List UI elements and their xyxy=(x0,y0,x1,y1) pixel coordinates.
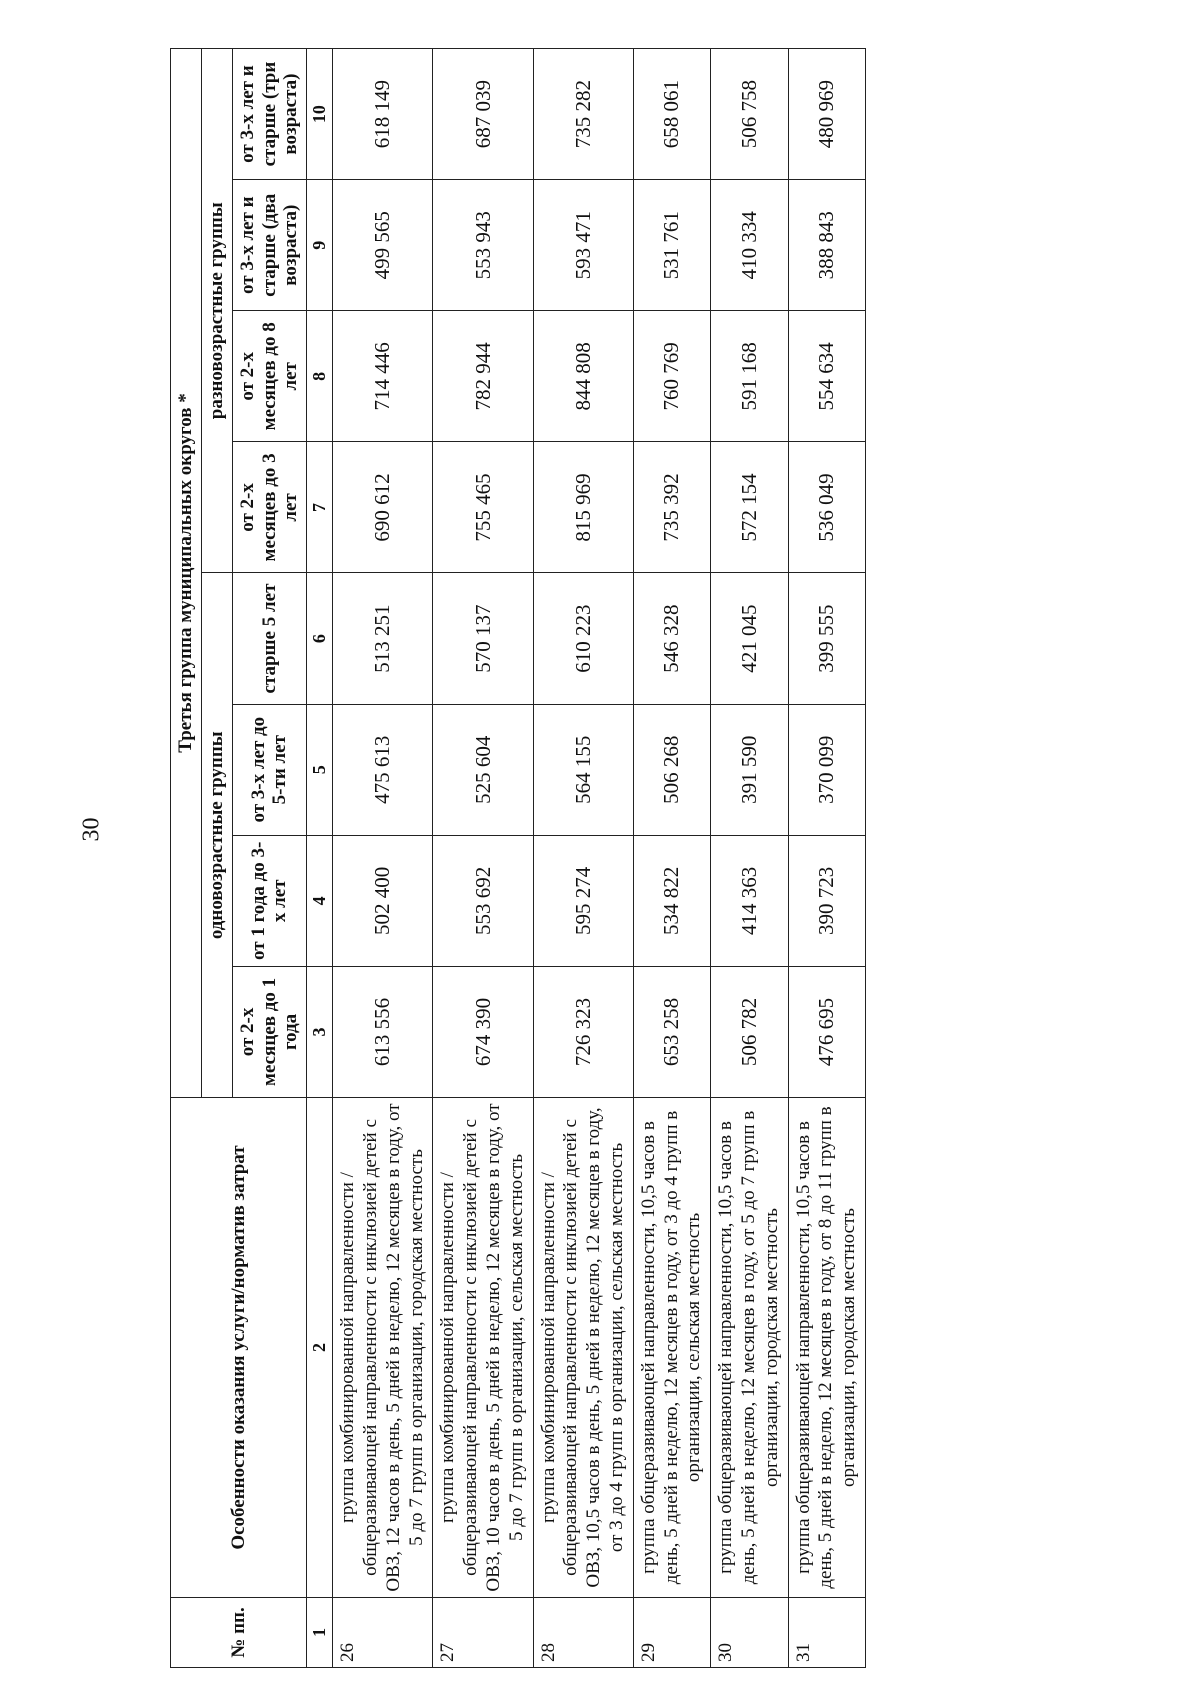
header-col-3: от 2-х месяцев до 1 года xyxy=(232,966,307,1097)
header-multi-age: разновозрастные группы xyxy=(201,49,232,574)
table-row xyxy=(533,49,633,1668)
table-cell: 370 099 xyxy=(788,704,865,835)
column-index: 3 xyxy=(307,966,333,1097)
column-index: 10 xyxy=(307,49,333,180)
table-cell: 735 392 xyxy=(633,442,710,573)
table-cell: 410 334 xyxy=(711,180,788,311)
table-cell: 390 723 xyxy=(788,835,865,966)
table-cell: 591 168 xyxy=(711,311,788,442)
table-row xyxy=(788,49,865,1668)
table-cell: 658 061 xyxy=(633,49,710,180)
header-col-6: старше 5 лет xyxy=(232,573,307,704)
table-cell: 690 612 xyxy=(333,442,433,573)
table-cell: 610 223 xyxy=(533,573,633,704)
table-cell: 502 400 xyxy=(333,835,433,966)
table-cell: 564 155 xyxy=(533,704,633,835)
table-cell: 513 251 xyxy=(333,573,433,704)
table-cell: 536 049 xyxy=(788,442,865,573)
table-cell: 421 045 xyxy=(711,573,788,704)
column-index: 2 xyxy=(307,1098,333,1598)
table-cell: 506 782 xyxy=(711,966,788,1097)
table-cell: 726 323 xyxy=(533,966,633,1097)
header-col-7: от 2-х месяцев до 3 лет xyxy=(232,442,307,573)
table-cell: 506 758 xyxy=(711,49,788,180)
table-cell: 618 149 xyxy=(333,49,433,180)
table-cell: 572 154 xyxy=(711,442,788,573)
table-row xyxy=(333,49,433,1668)
table-cell: 534 822 xyxy=(633,835,710,966)
table-cell: 593 471 xyxy=(533,180,633,311)
table-cell: 595 274 xyxy=(533,835,633,966)
column-index: 8 xyxy=(307,311,333,442)
table-cell: 546 328 xyxy=(633,573,710,704)
table-cell: 476 695 xyxy=(788,966,865,1097)
table-cell: 755 465 xyxy=(433,442,533,573)
header-single-age: одновозрастные группы xyxy=(201,573,232,1098)
column-index-row xyxy=(307,49,333,1668)
table-row xyxy=(711,49,788,1668)
table-cell: 674 390 xyxy=(433,966,533,1097)
row-number: 27 xyxy=(433,1598,533,1668)
table-cell: 570 137 xyxy=(433,573,533,704)
table-cell: 613 556 xyxy=(333,966,433,1097)
row-description: группа комбинированной направленности / общеразвивающей направленности с инклюзией детей с ОВЗ, 10 часов в день, 5 дней в неделю, 12 месяцев в году, от 5 до 7 групп в организации, сельская местность xyxy=(433,1098,533,1598)
column-index: 9 xyxy=(307,180,333,311)
column-index: 1 xyxy=(307,1598,333,1668)
table-cell: 553 943 xyxy=(433,180,533,311)
table-row xyxy=(433,49,533,1668)
row-number: 30 xyxy=(711,1598,788,1668)
header-group: Третья группа муниципальных округов * xyxy=(171,49,202,1098)
cost-norm-table xyxy=(170,48,866,1668)
table-cell: 815 969 xyxy=(533,442,633,573)
column-index: 4 xyxy=(307,835,333,966)
table-cell: 760 769 xyxy=(633,311,710,442)
table-row xyxy=(633,49,710,1668)
page-number: 30 xyxy=(78,817,105,842)
table-cell: 525 604 xyxy=(433,704,533,835)
table-cell: 735 282 xyxy=(533,49,633,180)
table-cell: 844 808 xyxy=(533,311,633,442)
table-cell: 388 843 xyxy=(788,180,865,311)
header-no: № пп. xyxy=(171,1598,307,1668)
header-col-4: от 1 года до 3-х лет xyxy=(232,835,307,966)
header-col-5: от 3-х лет до 5-ти лет xyxy=(232,704,307,835)
table-cell: 714 446 xyxy=(333,311,433,442)
table-cell: 480 969 xyxy=(788,49,865,180)
table-cell: 553 692 xyxy=(433,835,533,966)
header-description: Особенности оказания услуги/норматив затрат xyxy=(171,1098,307,1598)
row-number: 26 xyxy=(333,1598,433,1668)
table-cell: 782 944 xyxy=(433,311,533,442)
rotated-table-wrapper xyxy=(170,48,1070,1668)
table-cell: 499 565 xyxy=(333,180,433,311)
header-col-8: от 2-х месяцев до 8 лет xyxy=(232,311,307,442)
table-cell: 687 039 xyxy=(433,49,533,180)
row-description: группа общеразвивающей направленности, 10,5 часов в день, 5 дней в неделю, 12 месяцев в году, от 3 до 4 групп в организации, сельская местность xyxy=(633,1098,710,1598)
table-cell: 391 590 xyxy=(711,704,788,835)
table-cell: 554 634 xyxy=(788,311,865,442)
header-col-9: от 3-х лет и старше (два возраста) xyxy=(232,180,307,311)
table-cell: 399 555 xyxy=(788,573,865,704)
table-cell: 414 363 xyxy=(711,835,788,966)
row-description: группа общеразвивающей направленности, 10,5 часов в день, 5 дней в неделю, 12 месяцев в году, от 8 до 11 групп в организации, городская местность xyxy=(788,1098,865,1598)
table-cell: 531 761 xyxy=(633,180,710,311)
column-index: 6 xyxy=(307,573,333,704)
header-col-10: от 3-х лет и старше (три возраста) xyxy=(232,49,307,180)
column-index: 5 xyxy=(307,704,333,835)
row-description: группа комбинированной направленности / общеразвивающей направленности с инклюзией детей с ОВЗ, 10,5 часов в день, 5 дней в неделю, 12 месяцев в году, от 3 до 4 групп в организации, сельская местность xyxy=(533,1098,633,1598)
row-number: 29 xyxy=(633,1598,710,1668)
row-description: группа комбинированной направленности / общеразвивающей направленности с инклюзией детей с ОВЗ, 12 часов в день, 5 дней в неделю, 12 месяцев в году, от 5 до 7 групп в организации, городская местность xyxy=(333,1098,433,1598)
row-number: 28 xyxy=(533,1598,633,1668)
row-number: 31 xyxy=(788,1598,865,1668)
table-cell: 653 258 xyxy=(633,966,710,1097)
table-cell: 506 268 xyxy=(633,704,710,835)
column-index: 7 xyxy=(307,442,333,573)
table-cell: 475 613 xyxy=(333,704,433,835)
row-description: группа общеразвивающей направленности, 10,5 часов в день, 5 дней в неделю, 12 месяцев в году, от 5 до 7 групп в организации, городская местность xyxy=(711,1098,788,1598)
